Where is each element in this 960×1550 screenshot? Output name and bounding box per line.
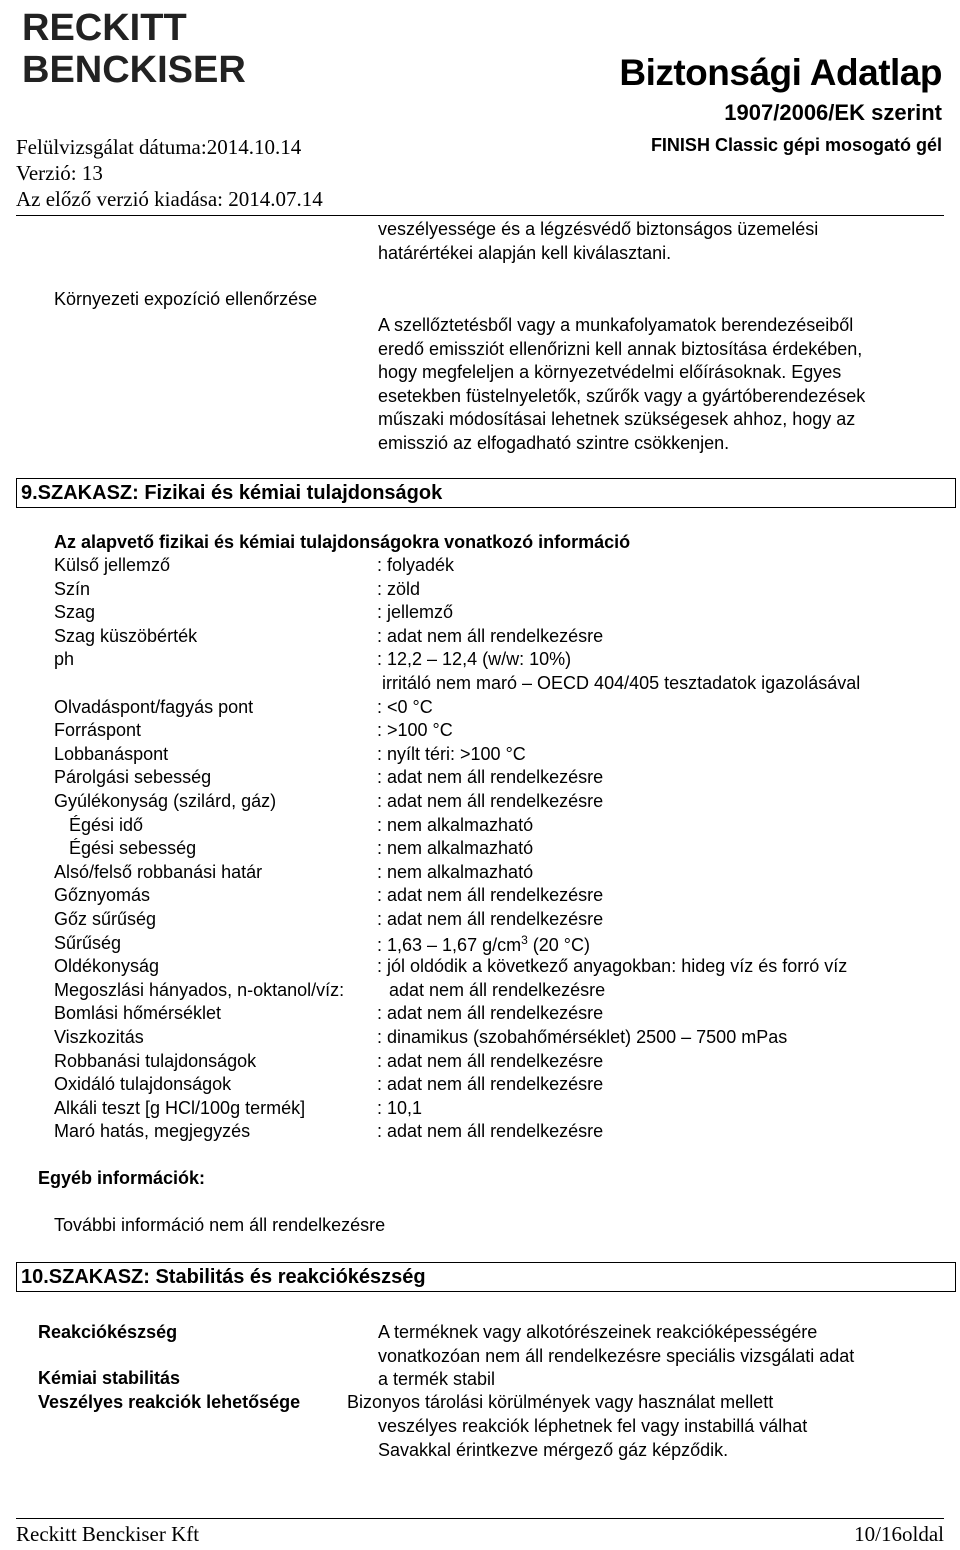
product-name: FINISH Classic gépi mosogató gél: [650, 135, 942, 155]
property-value: [377, 862, 533, 883]
section8-text-line: veszélyessége és a légzésvédő biztonságos üzemelési: [378, 219, 819, 239]
reactivity-line: vonatkozóan nem áll rendelkezésre speciális vizsgálati adat: [378, 1345, 855, 1366]
property-label: Megoszlási hányados, n-oktanol/víz:: [54, 979, 345, 1000]
footer-page-number: 10/16oldal: [854, 1522, 944, 1546]
hazard-reactions-label: Veszélyes reakciók lehetősége: [38, 1392, 301, 1412]
property-label: Égési idő: [54, 814, 144, 835]
footer-divider: [16, 1518, 944, 1519]
previous-version: Az előző verzió kiadása: 2014.07.14: [16, 187, 323, 211]
property-label: Maró hatás, megjegyzés: [54, 1121, 251, 1142]
property-label: Viszkozitás: [54, 1027, 144, 1047]
header-divider: [16, 215, 944, 216]
reactivity-text: [378, 1321, 854, 1392]
property-label: Olvadáspont/fagyás pont: [54, 696, 254, 717]
logo-text-1: RECKITT: [22, 7, 187, 49]
env-text-line: A szellőztetésből vagy a munkafolyamatok berendezéseiből: [378, 315, 854, 335]
property-value-text: : <0 °C: [377, 696, 433, 717]
document-title: Biztonsági Adatlap: [619, 52, 942, 93]
property-value: [377, 626, 603, 647]
property-value: [377, 1051, 603, 1072]
property-value: [377, 555, 454, 576]
property-value: [377, 602, 453, 623]
hazard-text-line: Savakkal érintkezve mérgező gáz képződik.: [378, 1439, 729, 1460]
regulation-reference: 1907/2006/EK szerint: [724, 100, 942, 125]
unit-superscript: 3: [521, 932, 528, 947]
property-value-text: : adat nem áll rendelkezésre: [377, 625, 604, 646]
env-text-line: esetekben füstelnyeletők, szűrők vagy a gyártóberendezések: [378, 385, 866, 406]
property-value-text: : 12,2 – 12,4 (w/w: 10%): [377, 649, 572, 670]
property-label: Gőznyomás: [54, 885, 151, 906]
property-value: [377, 1098, 422, 1119]
reactivity-label: Reakciókészség: [38, 1322, 178, 1342]
property-value: [377, 767, 603, 788]
property-label: Bomlási hőmérséklet: [54, 1003, 222, 1024]
property-value: [377, 815, 533, 836]
property-value: [377, 791, 603, 812]
version: Verzió: 13: [16, 161, 103, 185]
property-label: Szín: [54, 578, 91, 599]
reactivity-line: A terméknek vagy alkotórészeinek reakcióképességére: [378, 1322, 818, 1342]
property-value-text: : adat nem áll rendelkezésre: [377, 1074, 604, 1095]
section9-heading: 9.SZAKASZ: Fizikai és kémiai tulajdonságok: [16, 478, 956, 508]
property-value-text: : adat nem áll rendelkezésre: [377, 1003, 604, 1024]
property-value: [377, 1003, 603, 1024]
property-value-text: : jól oldódik a következő anyagokban: hideg víz és forró víz: [377, 956, 848, 977]
property-value-text: : nem alkalmazható: [377, 838, 534, 859]
property-value-text: adat nem áll rendelkezésre: [384, 979, 606, 1000]
section9-subheading: Az alapvető fizikai és kémiai tulajdonságokra vonatkozó információ: [54, 532, 631, 552]
property-value: [377, 933, 590, 956]
property-label: Sűrűség: [54, 932, 122, 953]
property-value: [377, 909, 603, 930]
property-value-text: : 10,1: [377, 1097, 423, 1118]
revision-date: Felülvizsgálat dátuma:2014.10.14: [16, 135, 302, 159]
env-text-line: hogy megfeleljen a környezetvédelmi előírásoknak. Egyes: [378, 362, 842, 382]
env-exposure-label: Környezeti expozíció ellenőrzése: [54, 289, 318, 309]
env-text-line: műszaki módosításai lehetnek szükségesek ahhoz, hogy az: [378, 409, 856, 429]
stability-label: Kémiai stabilitás: [38, 1368, 181, 1388]
property-value-text: : >100 °C: [377, 720, 453, 741]
property-label: ph: [54, 649, 75, 670]
property-label: Gőz sűrűség: [54, 909, 157, 929]
property-value-text: : adat nem áll rendelkezésre: [377, 767, 604, 788]
property-value: [384, 980, 605, 1001]
property-value: [377, 744, 526, 765]
section10-heading: 10.SZAKASZ: Stabilitás és reakciókészség: [16, 1262, 956, 1292]
env-text-line: emisszió az elfogadható szintre csökkenjen.: [378, 432, 730, 453]
property-value-text: irritáló nem maró – OECD 404/405 tesztadatok igazolásával: [377, 673, 861, 693]
property-value-text: : nem alkalmazható: [377, 861, 534, 882]
property-value: [377, 673, 860, 694]
property-value: [377, 720, 453, 741]
section8-text-line: határértékei alapján kell kiválasztani.: [378, 243, 672, 263]
property-label: Robbanási tulajdonságok: [54, 1050, 257, 1071]
property-label: Szag küszöbérték: [54, 625, 198, 646]
property-label: Külső jellemző: [54, 555, 171, 575]
property-value-text: : adat nem áll rendelkezésre: [377, 791, 604, 811]
property-value: [377, 697, 433, 718]
property-value: [377, 1027, 787, 1048]
property-value-text: : 1,63 – 1,67 g/cm: [377, 934, 522, 955]
property-label: Oxidáló tulajdonságok: [54, 1074, 232, 1095]
property-label: Égési sebesség: [54, 838, 197, 859]
property-value-text: : adat nem áll rendelkezésre: [377, 1050, 604, 1071]
property-value-text: : adat nem áll rendelkezésre: [377, 1121, 604, 1142]
property-label: Alkáli teszt [g HCl/100g termék]: [54, 1097, 306, 1118]
env-text-line: eredő emissziót ellenőrizni kell annak biztosítása érdekében,: [378, 338, 863, 359]
property-label: Lobbanáspont: [54, 743, 169, 764]
property-label: Forráspont: [54, 720, 142, 741]
property-value: [377, 885, 603, 906]
property-value-text: : dinamikus (szobahőmérséklet) 2500 – 7500 mPas: [377, 1027, 788, 1047]
stability-text: a termék stabil: [378, 1369, 496, 1389]
company-logo: [22, 6, 247, 86]
logo-text-2: BENCKISER: [22, 49, 246, 86]
hazard-text-line: Bizonyos tárolási körülmények vagy használat mellett: [347, 1392, 774, 1412]
property-value: [377, 579, 420, 600]
property-label: Párolgási sebesség: [54, 767, 212, 788]
property-label: Oldékonyság: [54, 956, 160, 977]
property-value-text: : zöld: [377, 578, 421, 599]
property-value: [377, 956, 847, 977]
property-value-text: : nyílt téri: >100 °C: [377, 743, 526, 764]
property-label: Gyúlékonyság (szilárd, gáz): [54, 791, 277, 811]
property-value: [377, 838, 533, 859]
property-label: Alsó/felső robbanási határ: [54, 861, 263, 882]
property-value: [377, 1074, 603, 1095]
other-info-text: További információ nem áll rendelkezésre: [54, 1215, 386, 1235]
property-value-text: : jellemző: [377, 602, 454, 623]
property-value-text: : adat nem áll rendelkezésre: [377, 909, 604, 929]
footer-company: Reckitt Benckiser Kft: [16, 1522, 200, 1546]
hazard-text-more: [378, 1415, 807, 1462]
property-value-text: : folyadék: [377, 555, 455, 575]
env-exposure-text: [378, 314, 865, 455]
property-value: [377, 1121, 603, 1142]
property-value-text: : adat nem áll rendelkezésre: [377, 885, 604, 906]
property-value: [377, 649, 571, 670]
property-label: Szag: [54, 602, 96, 623]
other-info-heading: Egyéb információk:: [38, 1168, 206, 1188]
hazard-text-line: veszélyes reakciók léphetnek fel vagy instabillá válhat: [378, 1416, 808, 1436]
property-value-text: : nem alkalmazható: [377, 814, 534, 835]
property-value-suffix: (20 °C): [527, 934, 590, 955]
